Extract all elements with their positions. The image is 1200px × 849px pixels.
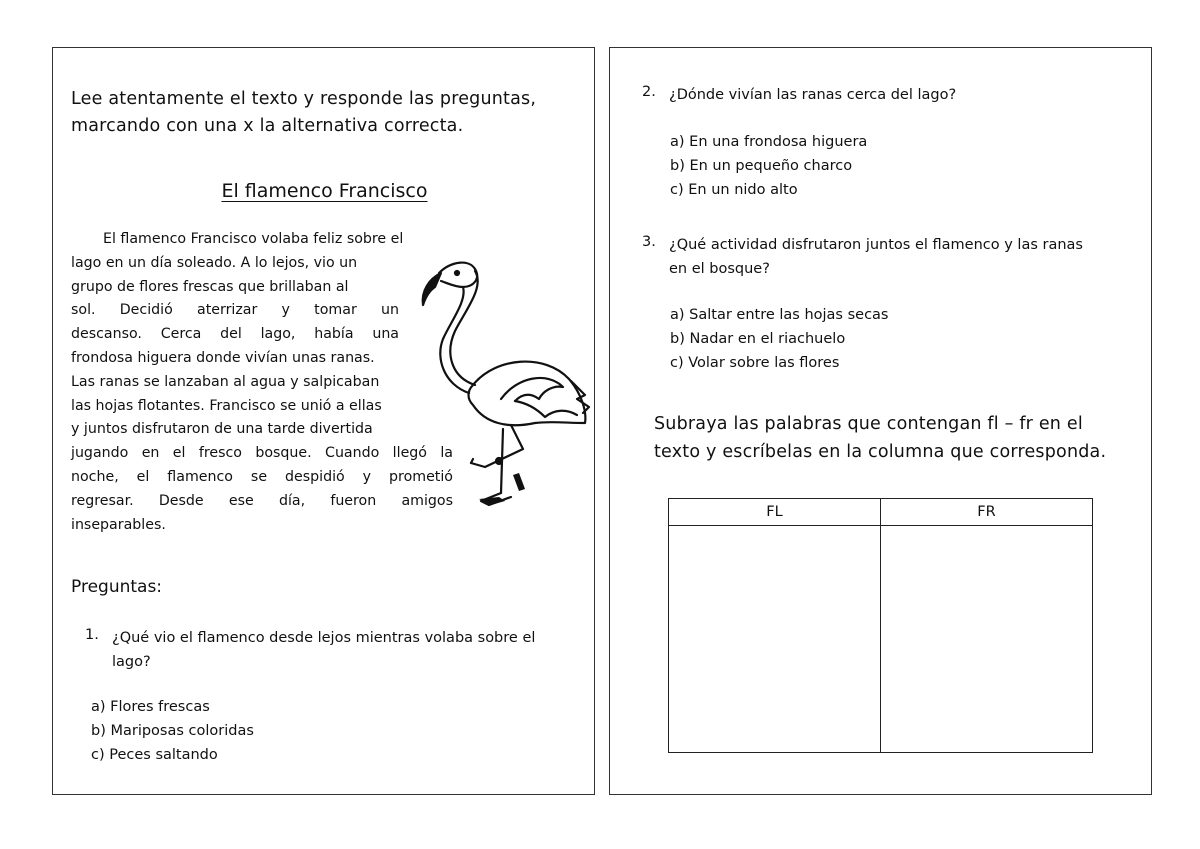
option-c[interactable]: c) Peces saltando: [91, 747, 218, 763]
story-line: descanso. Cerca del lago, había una: [71, 326, 399, 343]
story-line: jugando en el fresco bosque. Cuando llegó la: [71, 445, 453, 462]
question-1-options: [91, 695, 254, 767]
story-line: Las ranas se lanzaban al agua y salpicaban: [71, 373, 380, 390]
option-b[interactable]: b) En un pequeño charco: [670, 158, 853, 174]
questions-heading: Preguntas:: [71, 577, 163, 597]
question-line: ¿Dónde vivían las ranas cerca del lago?: [669, 87, 957, 103]
question-line: ¿Qué vio el flamenco desde lejos mientras volaba sobre el: [112, 630, 536, 646]
story-line: y juntos disfrutaron de una tarde divertida: [71, 421, 373, 438]
story-line: sol. Decidió aterrizar y tomar un: [71, 302, 399, 319]
question-text: [669, 84, 1139, 108]
option-b[interactable]: b) Mariposas coloridas: [91, 723, 254, 739]
option-c[interactable]: c) En un nido alto: [670, 182, 798, 198]
question-2-options: [670, 130, 867, 202]
question-line: ¿Qué actividad disfrutaron juntos el flamenco y las ranas: [669, 237, 1083, 253]
fr-column-header: FR: [881, 499, 1093, 526]
option-a[interactable]: a) Flores frescas: [91, 699, 210, 715]
question-line: en el bosque?: [669, 260, 770, 277]
story-title-wrap: [53, 180, 596, 202]
option-a[interactable]: a) En una frondosa higuera: [670, 134, 868, 150]
instructions-line-2: marcando con una x la alternativa correcta.: [71, 116, 464, 136]
word-table: [668, 498, 1093, 753]
story-line: El flamenco Francisco volaba feliz sobre el: [103, 231, 404, 247]
question-number: 1.: [85, 627, 99, 643]
option-c[interactable]: c) Volar sobre las flores: [670, 355, 840, 371]
instructions: [71, 86, 571, 140]
question-3-options: [670, 303, 888, 375]
story-title: El flamenco Francisco: [221, 180, 428, 202]
question-number: 3.: [642, 234, 656, 250]
story-line: grupo de flores frescas que brillaban al: [71, 278, 349, 295]
story-line: regresar. Desde ese día, fueron amigos: [71, 492, 453, 509]
story-line: frondosa higuera donde vivían unas ranas.: [71, 349, 375, 366]
fl-column-header: FL: [669, 499, 881, 526]
fl-answer-cell[interactable]: [669, 526, 881, 753]
option-b[interactable]: b) Nadar en el riachuelo: [670, 331, 846, 347]
underline-instructions: [654, 410, 1134, 466]
option-a[interactable]: a) Saltar entre las hojas secas: [670, 307, 889, 323]
question-line: lago?: [112, 653, 151, 670]
question-text: [669, 234, 1159, 281]
right-page: [609, 47, 1152, 795]
left-page: [52, 47, 595, 795]
flamingo-illustration: [411, 253, 593, 508]
story-line: las hojas flotantes. Francisco se unió a ellas: [71, 397, 382, 414]
story-line: noche, el flamenco se despidió y prometió: [71, 468, 453, 485]
fr-answer-cell[interactable]: [881, 526, 1093, 753]
underline-line-2: texto y escríbelas en la columna que corresponda.: [654, 442, 1107, 462]
story-line: lago en un día soleado. A lo lejos, vio un: [71, 254, 358, 271]
underline-line-1: Subraya las palabras que contengan fl – fr en el: [654, 414, 1083, 434]
story-line: inseparables.: [71, 516, 166, 533]
question-number: 2.: [642, 84, 656, 100]
question-text: [112, 627, 582, 674]
instructions-line-1: Lee atentamente el texto y responde las preguntas,: [71, 89, 537, 109]
